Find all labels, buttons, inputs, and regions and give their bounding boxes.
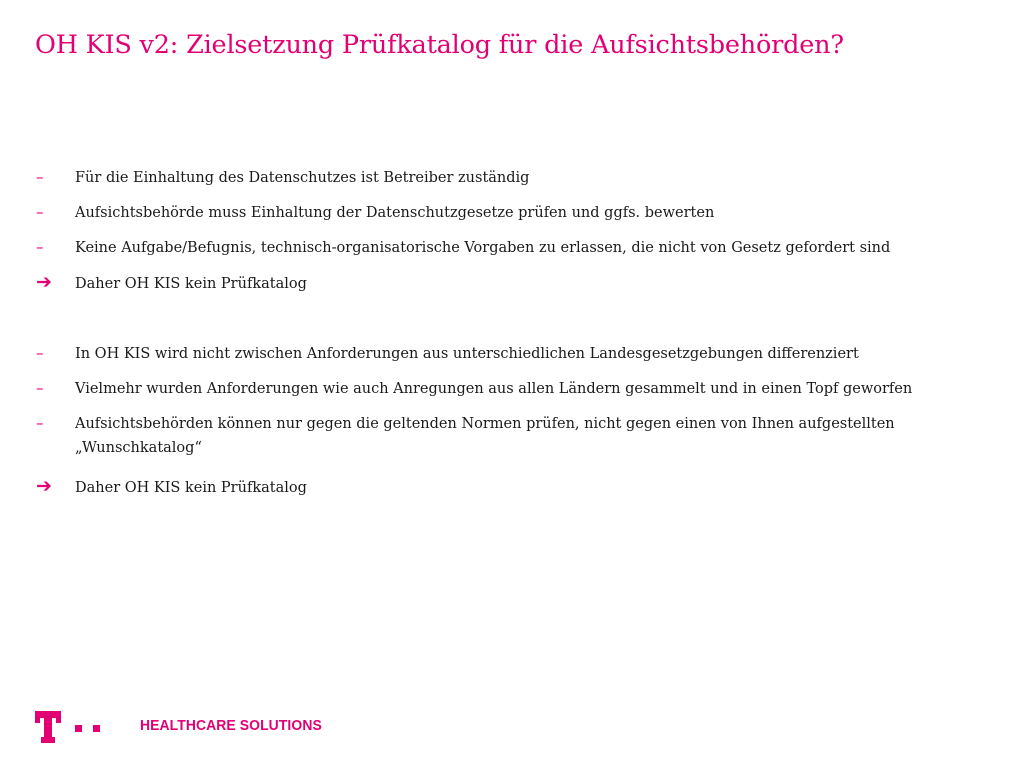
- list-item: In OH KIS wird nicht zwischen Anforderungen aus unterschiedlichen Landesgesetzgebungen differenziert: [75, 346, 859, 362]
- footer-brand-label: HEALTHCARE SOLUTIONS: [140, 718, 322, 734]
- dash-bullet-icon: –: [36, 168, 44, 186]
- list-item: Für die Einhaltung des Datenschutzes ist Betreiber zuständig: [75, 170, 530, 186]
- conclusion-item: Daher OH KIS kein Prüfkatalog: [75, 480, 307, 496]
- dash-bullet-icon: –: [36, 379, 44, 397]
- arrow-right-icon: ➔: [36, 271, 52, 293]
- conclusion-item: Daher OH KIS kein Prüfkatalog: [75, 276, 307, 292]
- dash-bullet-icon: –: [36, 238, 44, 256]
- dash-bullet-icon: –: [36, 203, 44, 221]
- list-item: Vielmehr wurden Anforderungen wie auch Anregungen aus allen Ländern gesammelt und in einen Topf geworfen: [75, 381, 913, 397]
- slide-title: OH KIS v2: Zielsetzung Prüfkatalog für die Aufsichtsbehörden?: [35, 30, 844, 60]
- list-item: Keine Aufgabe/Befugnis, technisch-organisatorische Vorgaben zu erlassen, die nicht von Gesetz gefordert sind: [75, 240, 891, 256]
- arrow-right-icon: ➔: [36, 475, 52, 497]
- telekom-t-logo-icon: [33, 707, 123, 747]
- list-item: Aufsichtsbehörden können nur gegen die geltenden Normen prüfen, nicht gegen einen von Ihnen aufgestellten „Wunschkatalog“: [75, 416, 895, 456]
- list-item: Aufsichtsbehörde muss Einhaltung der Datenschutzgesetze prüfen und ggfs. bewerten: [75, 205, 715, 221]
- dash-bullet-icon: –: [36, 344, 44, 362]
- dash-bullet-icon: –: [36, 414, 44, 432]
